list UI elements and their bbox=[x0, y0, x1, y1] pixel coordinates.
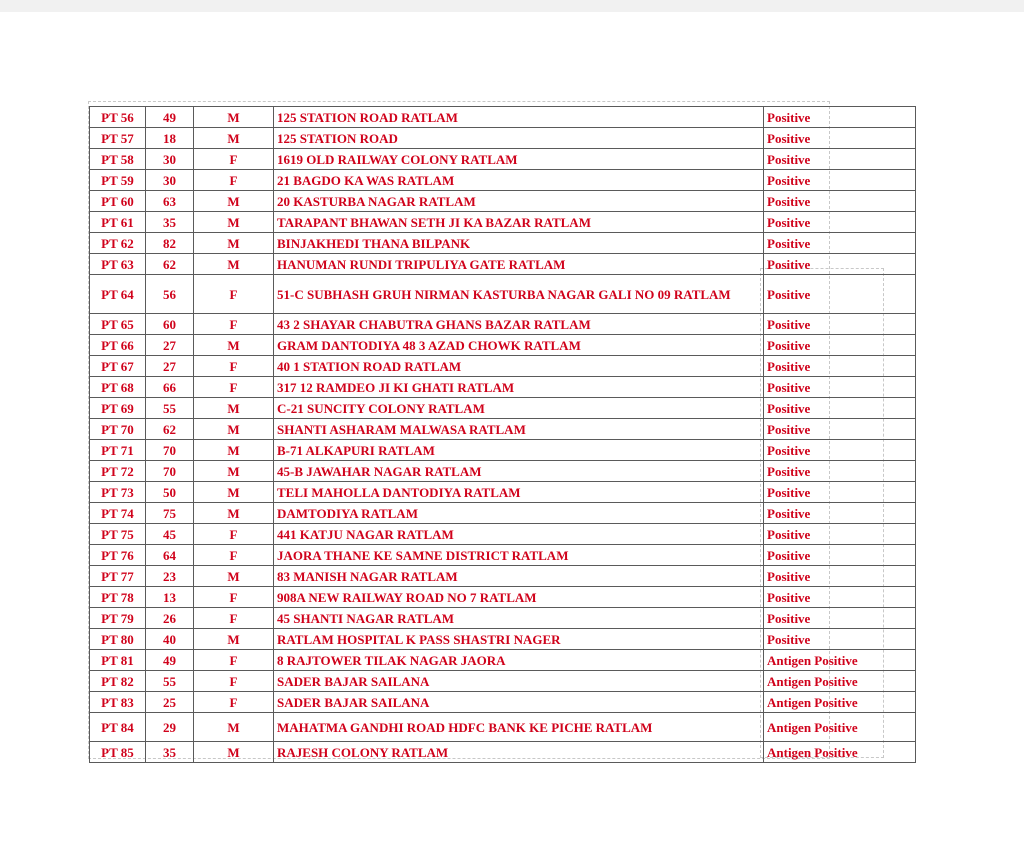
address-cell: 83 MANISH NAGAR RATLAM bbox=[274, 566, 764, 587]
patient-id-cell: PT 76 bbox=[90, 545, 146, 566]
result-cell: Positive bbox=[764, 419, 916, 440]
result-cell: Positive bbox=[764, 461, 916, 482]
table-row bbox=[90, 314, 916, 335]
table-row bbox=[90, 107, 916, 128]
address-cell: 45 SHANTI NAGAR RATLAM bbox=[274, 608, 764, 629]
sex-cell: M bbox=[194, 335, 274, 356]
patient-id-cell: PT 66 bbox=[90, 335, 146, 356]
address-cell: BINJAKHEDI THANA BILPANK bbox=[274, 233, 764, 254]
table-row bbox=[90, 233, 916, 254]
table-row bbox=[90, 254, 916, 275]
sex-cell: F bbox=[194, 692, 274, 713]
table-row bbox=[90, 275, 916, 314]
sex-cell: M bbox=[194, 107, 274, 128]
sex-cell: M bbox=[194, 713, 274, 742]
age-cell: 82 bbox=[146, 233, 194, 254]
sex-cell: F bbox=[194, 149, 274, 170]
address-cell: TARAPANT BHAWAN SETH JI KA BAZAR RATLAM bbox=[274, 212, 764, 233]
address-cell: 21 BAGDO KA WAS RATLAM bbox=[274, 170, 764, 191]
table-row bbox=[90, 335, 916, 356]
patient-table-body bbox=[90, 107, 916, 763]
table-row bbox=[90, 170, 916, 191]
age-cell: 27 bbox=[146, 356, 194, 377]
sex-cell: M bbox=[194, 233, 274, 254]
sex-cell: F bbox=[194, 170, 274, 191]
age-cell: 75 bbox=[146, 503, 194, 524]
table-row bbox=[90, 482, 916, 503]
address-cell: 51-C SUBHASH GRUH NIRMAN KASTURBA NAGAR GALI NO 09 RATLAM bbox=[274, 275, 764, 314]
address-cell: GRAM DANTODIYA 48 3 AZAD CHOWK RATLAM bbox=[274, 335, 764, 356]
table-row bbox=[90, 419, 916, 440]
sex-cell: F bbox=[194, 650, 274, 671]
table-row bbox=[90, 149, 916, 170]
address-cell: 45-B JAWAHAR NAGAR RATLAM bbox=[274, 461, 764, 482]
address-cell: DAMTODIYA RATLAM bbox=[274, 503, 764, 524]
address-cell: SADER BAJAR SAILANA bbox=[274, 692, 764, 713]
patient-id-cell: PT 84 bbox=[90, 713, 146, 742]
table-row bbox=[90, 566, 916, 587]
sex-cell: F bbox=[194, 524, 274, 545]
age-cell: 64 bbox=[146, 545, 194, 566]
table-row bbox=[90, 191, 916, 212]
sex-cell: M bbox=[194, 629, 274, 650]
patient-id-cell: PT 62 bbox=[90, 233, 146, 254]
address-cell: 317 12 RAMDEO JI KI GHATI RATLAM bbox=[274, 377, 764, 398]
table-row bbox=[90, 461, 916, 482]
patient-table bbox=[89, 106, 916, 763]
address-cell: HANUMAN RUNDI TRIPULIYA GATE RATLAM bbox=[274, 254, 764, 275]
age-cell: 55 bbox=[146, 671, 194, 692]
patient-id-cell: PT 82 bbox=[90, 671, 146, 692]
age-cell: 25 bbox=[146, 692, 194, 713]
address-cell: JAORA THANE KE SAMNE DISTRICT RATLAM bbox=[274, 545, 764, 566]
age-cell: 18 bbox=[146, 128, 194, 149]
sex-cell: F bbox=[194, 377, 274, 398]
patient-id-cell: PT 56 bbox=[90, 107, 146, 128]
sex-cell: M bbox=[194, 503, 274, 524]
table-row bbox=[90, 212, 916, 233]
age-cell: 49 bbox=[146, 107, 194, 128]
patient-id-cell: PT 69 bbox=[90, 398, 146, 419]
result-cell: Positive bbox=[764, 212, 916, 233]
address-cell: MAHATMA GANDHI ROAD HDFC BANK KE PICHE RATLAM bbox=[274, 713, 764, 742]
table-row bbox=[90, 671, 916, 692]
sex-cell: F bbox=[194, 314, 274, 335]
result-cell: Positive bbox=[764, 377, 916, 398]
age-cell: 35 bbox=[146, 742, 194, 763]
table-row bbox=[90, 650, 916, 671]
sex-cell: M bbox=[194, 191, 274, 212]
result-cell: Positive bbox=[764, 314, 916, 335]
result-cell: Positive bbox=[764, 503, 916, 524]
table-row bbox=[90, 524, 916, 545]
address-cell: SADER BAJAR SAILANA bbox=[274, 671, 764, 692]
address-cell: B-71 ALKAPURI RATLAM bbox=[274, 440, 764, 461]
age-cell: 13 bbox=[146, 587, 194, 608]
patient-id-cell: PT 83 bbox=[90, 692, 146, 713]
sex-cell: M bbox=[194, 742, 274, 763]
result-cell: Antigen Positive bbox=[764, 671, 916, 692]
table-row bbox=[90, 356, 916, 377]
address-cell: SHANTI ASHARAM MALWASA RATLAM bbox=[274, 419, 764, 440]
patient-id-cell: PT 68 bbox=[90, 377, 146, 398]
patient-id-cell: PT 80 bbox=[90, 629, 146, 650]
patient-id-cell: PT 71 bbox=[90, 440, 146, 461]
result-cell: Positive bbox=[764, 191, 916, 212]
address-cell: TELI MAHOLLA DANTODIYA RATLAM bbox=[274, 482, 764, 503]
sex-cell: F bbox=[194, 587, 274, 608]
age-cell: 63 bbox=[146, 191, 194, 212]
patient-id-cell: PT 64 bbox=[90, 275, 146, 314]
result-cell: Positive bbox=[764, 275, 916, 314]
table-row bbox=[90, 545, 916, 566]
age-cell: 40 bbox=[146, 629, 194, 650]
age-cell: 23 bbox=[146, 566, 194, 587]
patient-id-cell: PT 67 bbox=[90, 356, 146, 377]
result-cell: Positive bbox=[764, 524, 916, 545]
sex-cell: M bbox=[194, 254, 274, 275]
sex-cell: F bbox=[194, 671, 274, 692]
table-row bbox=[90, 587, 916, 608]
age-cell: 55 bbox=[146, 398, 194, 419]
result-cell: Positive bbox=[764, 356, 916, 377]
sex-cell: M bbox=[194, 566, 274, 587]
result-cell: Positive bbox=[764, 440, 916, 461]
table-row bbox=[90, 742, 916, 763]
table-row bbox=[90, 440, 916, 461]
address-cell: 8 RAJTOWER TILAK NAGAR JAORA bbox=[274, 650, 764, 671]
patient-id-cell: PT 58 bbox=[90, 149, 146, 170]
patient-id-cell: PT 74 bbox=[90, 503, 146, 524]
patient-id-cell: PT 72 bbox=[90, 461, 146, 482]
table-row bbox=[90, 692, 916, 713]
address-cell: 40 1 STATION ROAD RATLAM bbox=[274, 356, 764, 377]
table-row bbox=[90, 377, 916, 398]
result-cell: Antigen Positive bbox=[764, 692, 916, 713]
patient-id-cell: PT 85 bbox=[90, 742, 146, 763]
address-cell: 125 STATION ROAD bbox=[274, 128, 764, 149]
table-row bbox=[90, 608, 916, 629]
sex-cell: F bbox=[194, 356, 274, 377]
age-cell: 62 bbox=[146, 419, 194, 440]
result-cell: Positive bbox=[764, 398, 916, 419]
result-cell: Positive bbox=[764, 233, 916, 254]
result-cell: Positive bbox=[764, 128, 916, 149]
sex-cell: M bbox=[194, 212, 274, 233]
patient-id-cell: PT 61 bbox=[90, 212, 146, 233]
sex-cell: F bbox=[194, 545, 274, 566]
table-row bbox=[90, 398, 916, 419]
age-cell: 45 bbox=[146, 524, 194, 545]
address-cell: 1619 OLD RAILWAY COLONY RATLAM bbox=[274, 149, 764, 170]
patient-id-cell: PT 79 bbox=[90, 608, 146, 629]
age-cell: 70 bbox=[146, 440, 194, 461]
result-cell: Antigen Positive bbox=[764, 742, 916, 763]
sex-cell: M bbox=[194, 128, 274, 149]
result-cell: Positive bbox=[764, 482, 916, 503]
patient-id-cell: PT 77 bbox=[90, 566, 146, 587]
table-row bbox=[90, 128, 916, 149]
patient-id-cell: PT 65 bbox=[90, 314, 146, 335]
table-row bbox=[90, 629, 916, 650]
result-cell: Positive bbox=[764, 545, 916, 566]
age-cell: 26 bbox=[146, 608, 194, 629]
age-cell: 62 bbox=[146, 254, 194, 275]
result-cell: Antigen Positive bbox=[764, 713, 916, 742]
address-cell: 43 2 SHAYAR CHABUTRA GHANS BAZAR RATLAM bbox=[274, 314, 764, 335]
result-cell: Positive bbox=[764, 170, 916, 191]
sex-cell: F bbox=[194, 608, 274, 629]
age-cell: 30 bbox=[146, 170, 194, 191]
sex-cell: M bbox=[194, 461, 274, 482]
address-cell: C-21 SUNCITY COLONY RATLAM bbox=[274, 398, 764, 419]
patient-id-cell: PT 63 bbox=[90, 254, 146, 275]
age-cell: 49 bbox=[146, 650, 194, 671]
address-cell: RATLAM HOSPITAL K PASS SHASTRI NAGER bbox=[274, 629, 764, 650]
patient-id-cell: PT 57 bbox=[90, 128, 146, 149]
sex-cell: M bbox=[194, 419, 274, 440]
age-cell: 30 bbox=[146, 149, 194, 170]
result-cell: Positive bbox=[764, 335, 916, 356]
age-cell: 56 bbox=[146, 275, 194, 314]
sex-cell: M bbox=[194, 440, 274, 461]
age-cell: 50 bbox=[146, 482, 194, 503]
patient-id-cell: PT 59 bbox=[90, 170, 146, 191]
result-cell: Positive bbox=[764, 107, 916, 128]
address-cell: RAJESH COLONY RATLAM bbox=[274, 742, 764, 763]
address-cell: 908A NEW RAILWAY ROAD NO 7 RATLAM bbox=[274, 587, 764, 608]
sex-cell: M bbox=[194, 482, 274, 503]
patient-id-cell: PT 60 bbox=[90, 191, 146, 212]
age-cell: 60 bbox=[146, 314, 194, 335]
age-cell: 66 bbox=[146, 377, 194, 398]
age-cell: 35 bbox=[146, 212, 194, 233]
patient-id-cell: PT 73 bbox=[90, 482, 146, 503]
result-cell: Positive bbox=[764, 629, 916, 650]
patient-id-cell: PT 81 bbox=[90, 650, 146, 671]
age-cell: 70 bbox=[146, 461, 194, 482]
table-row bbox=[90, 713, 916, 742]
age-cell: 29 bbox=[146, 713, 194, 742]
patient-id-cell: PT 78 bbox=[90, 587, 146, 608]
result-cell: Positive bbox=[764, 608, 916, 629]
age-cell: 27 bbox=[146, 335, 194, 356]
result-cell: Positive bbox=[764, 254, 916, 275]
address-cell: 441 KATJU NAGAR RATLAM bbox=[274, 524, 764, 545]
address-cell: 125 STATION ROAD RATLAM bbox=[274, 107, 764, 128]
table-row bbox=[90, 503, 916, 524]
result-cell: Positive bbox=[764, 566, 916, 587]
patient-id-cell: PT 75 bbox=[90, 524, 146, 545]
address-cell: 20 KASTURBA NAGAR RATLAM bbox=[274, 191, 764, 212]
result-cell: Antigen Positive bbox=[764, 650, 916, 671]
sex-cell: M bbox=[194, 398, 274, 419]
result-cell: Positive bbox=[764, 587, 916, 608]
sex-cell: F bbox=[194, 275, 274, 314]
patient-id-cell: PT 70 bbox=[90, 419, 146, 440]
result-cell: Positive bbox=[764, 149, 916, 170]
